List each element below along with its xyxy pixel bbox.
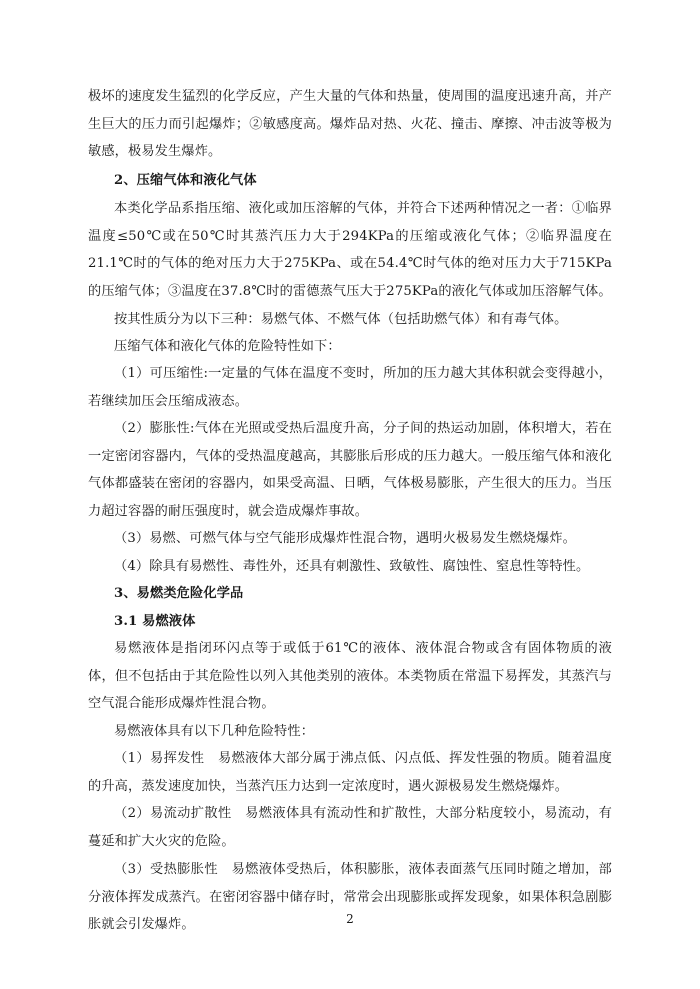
- paragraph-compressed-gas-definition: 本类化学品系指压缩、液化或加压溶解的气体，并符合下述两种情况之一者：①临界温度≤50℃或在50℃时其蒸汽压力大于294KPa的压缩或液化气体；②临界温度在21.1℃时的气体的绝对压力大于275KPa、或在54.4℃时气体的绝对压力大于715KPa的压缩气体；③温度在37.8℃时的雷德蒸气压大于275KPa的液化气体或加压溶解气体。: [88, 201, 612, 299]
- paragraph-compressibility: （1）可压缩性:一定量的气体在温度不变时，所加的压力越大其体积就会变得越小，若继续加压会压缩成液态。: [88, 366, 612, 409]
- paragraph-expansion: （2）膨胀性:气体在光照或受热后温度升高，分子间的热运动加剧，体积增大，若在一定密闭容器内，气体的受热温度越高，其膨胀后形成的压力越大。一般压缩气体和液化气体都盛装在密闭的容器内，如果受高温、日晒，气体极易膨胀，产生很大的压力。当压力超过容器的耐压强度时，就会造成爆炸事故。: [88, 421, 612, 519]
- paragraph-other-properties: （4）除具有易燃性、毒性外，还具有刺激性、致敏性、腐蚀性、窒息性等特性。: [114, 559, 590, 574]
- paragraph-flow-diffusion: （2）易流动扩散性 易燃液体具有流动性和扩散性，大部分粘度较小，易流动，有蔓延和扩大火灾的危险。: [88, 806, 612, 849]
- paragraph-volatility: （1）易挥发性 易燃液体大部分属于沸点低、闪点低、挥发性强的物质。随着温度的升高，蒸发速度加快，当蒸汽压力达到一定浓度时，遇火源极易发生燃烧爆炸。: [88, 751, 612, 794]
- heading-flammable-chemicals: 3、易燃类危险化学品: [114, 586, 244, 601]
- page-number: 2: [346, 912, 354, 926]
- paragraph-explosive-continued: 极坏的速度发生猛烈的化学反应，产生大量的气体和热量，使周围的温度迅速升高，并产生巨大的压力而引起爆炸；②敏感度高。爆炸品对热、火花、撞击、摩擦、冲击波等极为敏感，极易发生爆炸。: [88, 89, 612, 159]
- paragraph-thermal-expansion: （3）受热膨胀性 易燃液体受热后，体积膨胀，液体表面蒸气压同时随之增加，部分液体挥发成蒸汽。在密闭容器中储存时，常常会出现膨胀或挥发现象，如果体积急剧膨胀就会引发爆炸。: [88, 862, 612, 932]
- paragraph-liquid-hazards-intro: 易燃液体具有以下几种危险特性：: [114, 724, 315, 739]
- paragraph-flammable-liquid-definition: 易燃液体是指闭环闪点等于或低于61℃的液体、液体混合物或含有固体物质的液体，但不包括由于其危险性以列入其他类别的液体。本类物质在常温下易挥发，其蒸汽与空气混合能形成爆炸性混合物。: [88, 641, 612, 711]
- heading-compressed-gas: 2、压缩气体和液化气体: [114, 173, 257, 188]
- heading-flammable-liquids: 3.1 易燃液体: [114, 614, 196, 629]
- paragraph-flammable-mixture: （3）易燃、可燃气体与空气能形成爆炸性混合物，遇明火极易发生燃烧爆炸。: [114, 531, 577, 546]
- paragraph-gas-hazards-intro: 压缩气体和液化气体的危险特性如下：: [114, 339, 341, 354]
- paragraph-gas-classes: 按其性质分为以下三种：易燃气体、不燃气体（包括助燃气体）和有毒气体。: [114, 312, 568, 327]
